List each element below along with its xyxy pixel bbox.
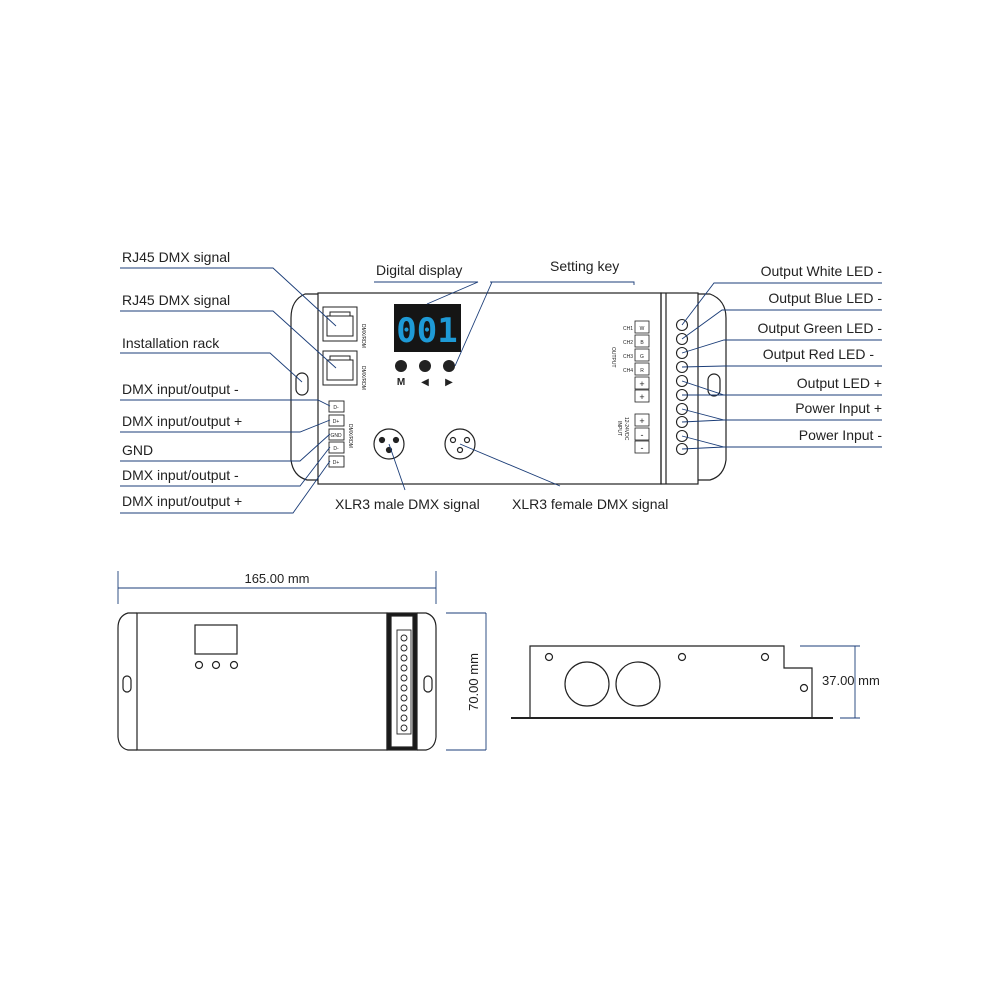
terminal-d-plus-2: D+: [332, 460, 340, 466]
in-plus: +: [639, 416, 645, 426]
out-plus-2: +: [639, 392, 645, 402]
terminal-gnd: GND: [330, 433, 342, 439]
label-rj45-1: RJ45 DMX signal: [122, 249, 231, 265]
label-rj45-2: RJ45 DMX signal: [122, 292, 231, 308]
out-ch1: CH1: [622, 326, 634, 332]
key-left-button[interactable]: [419, 360, 431, 372]
key-right-button[interactable]: [443, 360, 455, 372]
out-code-w: W: [639, 326, 645, 332]
key-right-label: ▶: [445, 377, 453, 388]
right-labels: [757, 263, 882, 443]
label-setting-key: Setting key: [550, 258, 620, 274]
label-digital-display: Digital display: [376, 262, 463, 278]
out-ch4: CH4: [622, 368, 634, 374]
device-top-view: [291, 293, 726, 484]
terminal-d-plus-1: D+: [332, 419, 340, 425]
label-output-red: Output Red LED -: [762, 346, 874, 362]
out-ch3: CH3: [622, 354, 634, 360]
side-view: [511, 646, 833, 718]
front-view-terminals: [397, 630, 411, 734]
out-code-g: G: [640, 354, 644, 360]
rj45-port-1: [323, 307, 357, 341]
label-installation-rack: Installation rack: [122, 335, 220, 351]
device-body: [318, 293, 661, 484]
label-output-white: Output White LED -: [760, 263, 882, 279]
terminal-d-minus-1: D-: [333, 405, 339, 411]
height-dimension-label: 70.00 mm: [466, 653, 481, 711]
label-power-plus: Power Input +: [795, 400, 882, 416]
dmx-small-label: DMX/RDM: [347, 424, 353, 448]
dmx-terminal-block: [329, 401, 353, 467]
key-left-label: ◀: [421, 377, 429, 388]
out-code-r: R: [640, 368, 644, 374]
rj45-label-2: DMX/RDM: [360, 366, 366, 390]
key-m-button[interactable]: [395, 360, 407, 372]
left-flange: [291, 294, 318, 480]
input-title: INPUT: [616, 421, 622, 436]
key-m-label: M: [396, 377, 406, 388]
label-output-blue: Output Blue LED -: [768, 290, 882, 306]
label-gnd: GND: [122, 442, 154, 458]
depth-dimension-label: 37.00 mm: [822, 673, 880, 688]
front-view: [118, 613, 436, 750]
out-plus-1: +: [639, 379, 645, 389]
label-dmx-plus-1: DMX input/output +: [122, 413, 243, 429]
label-xlr-female: XLR3 female DMX signal: [512, 496, 669, 512]
in-minus-2: -: [640, 443, 644, 453]
input-terminal-block: [616, 414, 649, 453]
label-xlr-male: XLR3 male DMX signal: [335, 496, 480, 512]
output-terminal-block: [610, 321, 649, 402]
label-output-led-plus: Output LED +: [796, 375, 882, 391]
installation-slot-left: [296, 373, 308, 395]
display-value: 001: [396, 311, 458, 351]
label-dmx-minus-2: DMX input/output -: [122, 467, 239, 483]
out-ch2: CH2: [622, 340, 634, 346]
terminal-d-minus-2: D-: [333, 446, 339, 452]
setting-keys: [395, 360, 455, 388]
output-title: OUTPUT: [610, 347, 616, 368]
in-minus-1: -: [640, 430, 644, 440]
right-flange: [698, 294, 726, 480]
label-power-minus: Power Input -: [798, 427, 882, 443]
left-labels: [122, 249, 242, 509]
input-voltage: 12-24VDC: [623, 417, 629, 441]
rj45-port-2: [323, 351, 357, 385]
label-dmx-plus-2: DMX input/output +: [122, 493, 243, 509]
label-output-green: Output Green LED -: [757, 320, 882, 336]
screw-terminals: [677, 320, 688, 455]
width-dimension-label: 165.00 mm: [244, 571, 310, 586]
rj45-label-1: DMX/RDM: [360, 324, 366, 348]
label-dmx-minus-1: DMX input/output -: [122, 381, 239, 397]
out-code-b: B: [640, 340, 644, 346]
